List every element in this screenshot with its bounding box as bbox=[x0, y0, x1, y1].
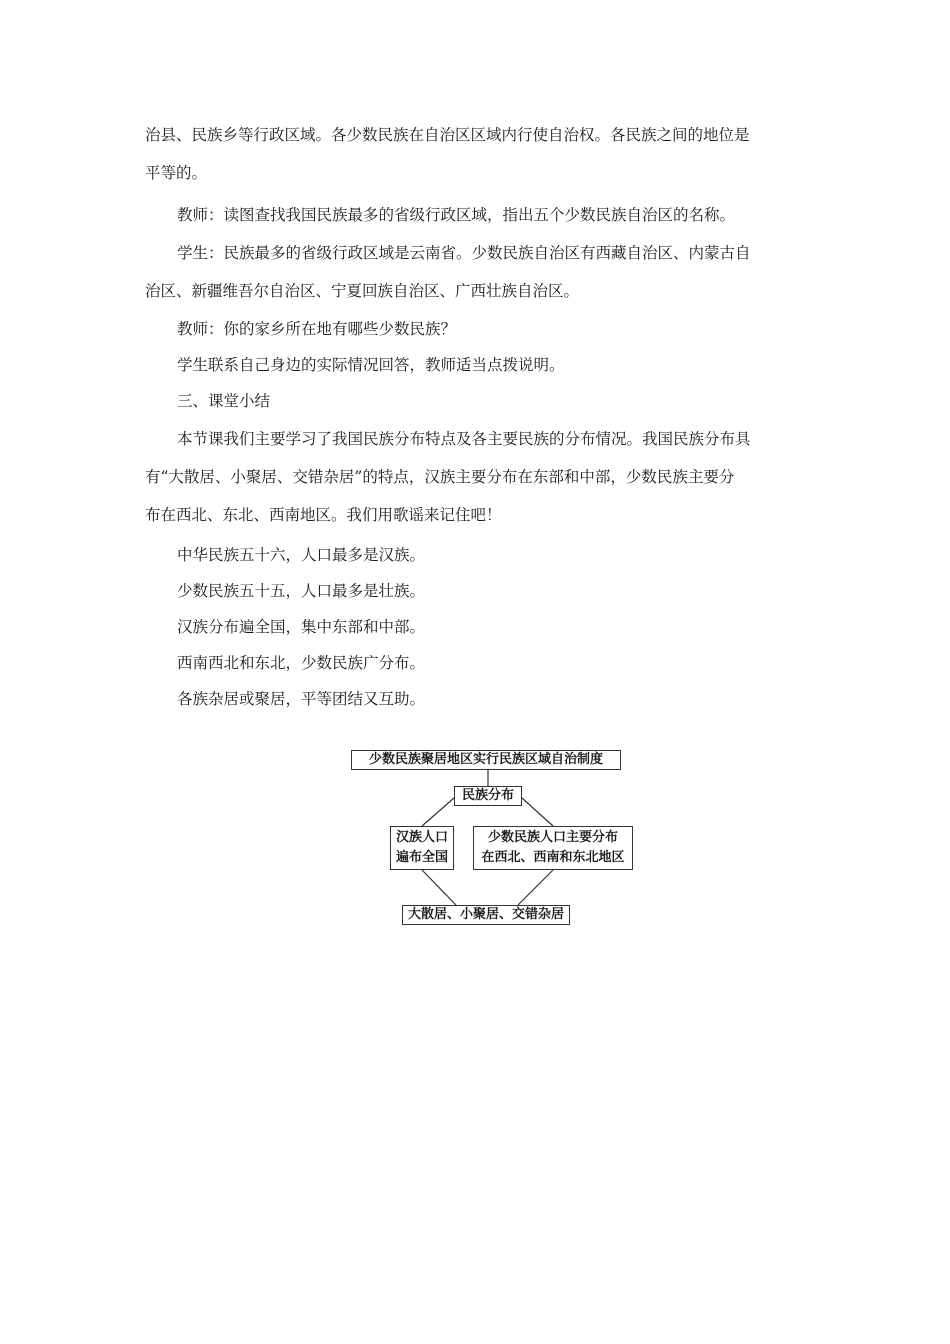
text-line: 少数民族五十五，人口最多是壮族。 bbox=[177, 582, 426, 600]
box-autonomy-system: 少数民族聚居地区实行民族区域自治制度 bbox=[351, 750, 621, 770]
paragraph-student-answer bbox=[145, 234, 810, 310]
paragraph-student-response bbox=[177, 346, 810, 384]
box-distribution-features: 大散居、小聚居、交错杂居 bbox=[402, 905, 570, 925]
text-line: 本节课我们主要学习了我国民族分布特点及各主要民族的分布情况。我国民族分布具 bbox=[177, 430, 751, 448]
text-line: 平等的。 bbox=[145, 164, 208, 182]
rhyme-line-1 bbox=[177, 536, 810, 574]
connector-center-left bbox=[422, 798, 454, 826]
box-line: 汉族人口 bbox=[395, 830, 448, 845]
text-line: 教师：读图查找我国民族最多的省级行政区域，指出五个少数民族自治区的名称。 bbox=[177, 206, 736, 224]
text-line: 布在西北、东北、西南地区。我们用歌谣来记住吧！ bbox=[145, 506, 502, 524]
text-line: 学生联系自己身边的实际情况回答，教师适当点拨说明。 bbox=[177, 356, 565, 374]
box-han-population bbox=[390, 826, 454, 870]
connector-left-bottom bbox=[422, 870, 456, 905]
text-line: 学生：民族最多的省级行政区域是云南省。少数民族自治区有西藏自治区、内蒙古自 bbox=[177, 244, 751, 262]
box-ethnic-distribution: 民族分布 bbox=[454, 786, 522, 806]
box-minority-population bbox=[473, 826, 633, 870]
paragraph-teacher-question bbox=[177, 196, 810, 234]
text-line: 有“大散居、小聚居、交错杂居”的特点，汉族主要分布在东部和中部，少数民族主要分 bbox=[145, 468, 735, 486]
box-line: 在西北、西南和东北地区 bbox=[481, 850, 625, 865]
box-line: 遍布全国 bbox=[395, 850, 448, 865]
connector-right-bottom bbox=[518, 870, 553, 905]
text-line: 治区、新疆维吾尔自治区、宁夏回族自治区、广西壮族自治区。 bbox=[145, 282, 580, 300]
rhyme-line-5 bbox=[177, 680, 810, 718]
text-line: 治县、民族乡等行政区域。各少数民族在自治区区域内行使自治权。各民族之间的地位是 bbox=[145, 126, 750, 144]
section-heading-summary bbox=[177, 382, 810, 420]
paragraph-teacher-question-2 bbox=[177, 310, 810, 348]
connector-center-right bbox=[522, 798, 553, 826]
rhyme-line-2 bbox=[177, 572, 810, 610]
text-line: 西南西北和东北，少数民族广分布。 bbox=[177, 654, 426, 672]
rhyme-line-4 bbox=[177, 644, 810, 682]
text-line: 教师：你的家乡所在地有哪些少数民族？ bbox=[177, 320, 457, 338]
text-line: 汉族分布遍全国，集中东部和中部。 bbox=[177, 618, 426, 636]
text-line: 三、课堂小结 bbox=[177, 392, 271, 410]
ethnic-distribution-diagram bbox=[340, 740, 640, 940]
paragraph-continuation bbox=[145, 116, 810, 192]
text-line: 各族杂居或聚居，平等团结又互助。 bbox=[177, 690, 426, 708]
rhyme-line-3 bbox=[177, 608, 810, 646]
paragraph-summary bbox=[145, 420, 810, 534]
box-line: 少数民族人口主要分布 bbox=[487, 830, 618, 845]
text-line: 中华民族五十六，人口最多是汉族。 bbox=[177, 546, 426, 564]
